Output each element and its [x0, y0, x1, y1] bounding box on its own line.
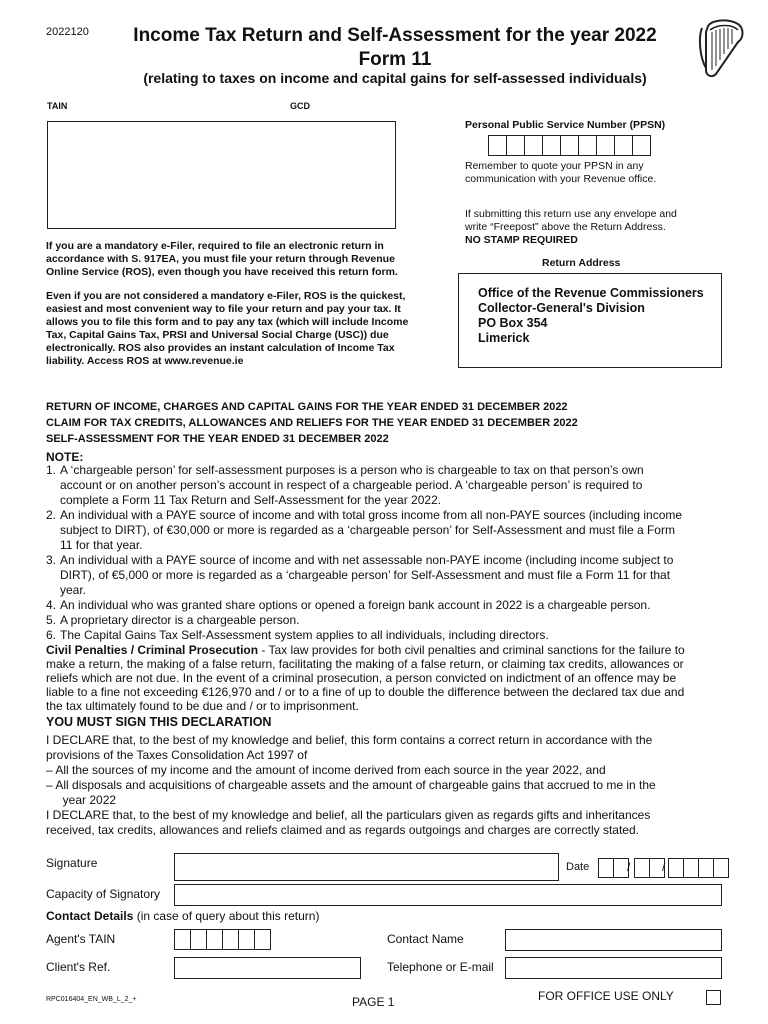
- return-headings: [46, 399, 736, 447]
- return-heading: RETURN OF INCOME, CHARGES AND CAPITAL GAINS FOR THE YEAR ENDED 31 DECEMBER 2022: [46, 401, 568, 413]
- form-subtitle: (relating to taxes on income and capital gains for self-assessed individuals): [143, 70, 647, 86]
- contact-name-field[interactable]: [505, 929, 722, 951]
- claim-heading: CLAIM FOR TAX CREDITS, ALLOWANCES AND RELIEFS FOR THE YEAR ENDED 31 DECEMBER 2022: [46, 417, 578, 429]
- form-code: 2022120: [46, 26, 89, 38]
- tain-gcd-box[interactable]: [47, 121, 396, 229]
- signature-field[interactable]: [174, 853, 559, 881]
- client-ref-field[interactable]: [174, 957, 361, 979]
- telephone-field[interactable]: [505, 957, 722, 979]
- address-line: PO Box 354: [478, 316, 548, 330]
- contact-heading-text: Contact Details: [46, 909, 134, 923]
- gcd-label: GCD: [290, 101, 310, 111]
- declaration-line: – All disposals and acquisitions of chargeable assets and the amount of chargeable gains that accrued to me in the: [46, 778, 656, 792]
- freepost-line: If submitting this return use any envelope and: [465, 208, 677, 220]
- address-line: Office of the Revenue Commissioners: [478, 286, 704, 300]
- page-number: PAGE 1: [352, 995, 395, 1009]
- tain-digit-box[interactable]: [174, 929, 191, 950]
- agent-tain-label: Agent's TAIN: [46, 932, 116, 946]
- freepost-note: [465, 208, 677, 247]
- no-stamp-required: NO STAMP REQUIRED: [465, 234, 578, 246]
- ros-line: easiest and most convenient way to file your return and pay your tax. It: [46, 303, 401, 315]
- note-item: [46, 508, 736, 553]
- date-day-input[interactable]: [598, 858, 631, 878]
- date-label: Date: [566, 861, 590, 873]
- penalties-paragraph: [46, 643, 736, 713]
- ros-line: liability. Access ROS at www.revenue.ie: [46, 355, 244, 367]
- declaration-heading: YOU MUST SIGN THIS DECLARATION: [46, 715, 272, 729]
- note-number: 1.: [46, 463, 57, 477]
- note-item: [46, 628, 736, 643]
- ppsn-digit-box[interactable]: [542, 135, 561, 156]
- date-separator-icon: /: [662, 860, 666, 874]
- date-digit-box[interactable]: [713, 858, 729, 878]
- ppsn-digit-box[interactable]: [524, 135, 543, 156]
- tain-digit-box[interactable]: [254, 929, 271, 950]
- office-use-label: FOR OFFICE USE ONLY: [538, 989, 674, 1003]
- return-address-label: Return Address: [542, 257, 621, 269]
- note-number: 6.: [46, 628, 57, 642]
- address-line: Collector-General's Division: [478, 301, 645, 315]
- ppsn-digit-box[interactable]: [578, 135, 597, 156]
- declaration-line: I DECLARE that, to the best of my knowledge and belief, this form contains a correct return in accordance with the: [46, 733, 653, 747]
- note-number: 3.: [46, 553, 57, 567]
- contact-heading-sub: (in case of query about this return): [133, 909, 320, 923]
- ppsn-digit-box[interactable]: [596, 135, 615, 156]
- note-line: A ‘chargeable person’ for self-assessment purposes is a person who is chargeable to tax on that person’s own: [60, 463, 644, 477]
- date-digit-box[interactable]: [698, 858, 714, 878]
- telephone-label: Telephone or E-mail: [387, 960, 494, 974]
- client-ref-label: Client's Ref.: [46, 960, 111, 974]
- ppsn-digit-box[interactable]: [488, 135, 507, 156]
- self-assessment-heading: SELF-ASSESSMENT FOR THE YEAR ENDED 31 DECEMBER 2022: [46, 433, 389, 445]
- note-line: An individual with a PAYE source of income and with net assessable non-PAYE income (including income subject to: [60, 553, 674, 567]
- efiler-mandatory-note: [46, 240, 398, 279]
- tain-digit-box[interactable]: [238, 929, 255, 950]
- declaration-line: – All the sources of my income and the amount of income derived from each source in the year 2022, and: [46, 763, 606, 777]
- note-line: A proprietary director is a chargeable person.: [60, 613, 300, 627]
- date-digit-box[interactable]: [598, 858, 614, 878]
- note-item: [46, 598, 736, 613]
- note-heading: NOTE:: [46, 450, 84, 464]
- note-item: [46, 553, 736, 598]
- penalties-line: liable to a fine not exceeding €126,970 and / or to a fine of up to double the difference between the declared tax due and: [46, 685, 685, 699]
- note-line: DIRT), of €5,000 or more is regarded as a ‘chargeable person’ for Self-Assessment and must file a Form 11 for that: [60, 568, 671, 582]
- harp-emblem-icon: [694, 18, 750, 80]
- ppsn-digit-box[interactable]: [614, 135, 633, 156]
- capacity-field[interactable]: [174, 884, 722, 906]
- ros-line: Even if you are not considered a mandatory e-Filer, ROS is the quickest,: [46, 290, 406, 302]
- ppsn-note-line: communication with your Revenue office.: [465, 173, 657, 185]
- form-title: [100, 24, 690, 72]
- ppsn-label: Personal Public Service Number (PPSN): [465, 119, 666, 131]
- date-year-input[interactable]: [668, 858, 728, 878]
- note-number: 4.: [46, 598, 57, 612]
- efiler-line: accordance with S. 917EA, you must file your return through Revenue: [46, 253, 395, 265]
- note-line: year.: [60, 583, 87, 597]
- penalties-line: the tax ultimately found to be due and / or to imprisonment.: [46, 699, 359, 713]
- ppsn-input[interactable]: [488, 135, 650, 156]
- note-number: 2.: [46, 508, 57, 522]
- penalties-line: make a return, the making of a false return, facilitating the making of a false return, or claiming tax credits, allowances or: [46, 657, 684, 671]
- note-line: An individual who was granted share options or opened a foreign bank account in 2022 is a chargeable person.: [60, 598, 651, 612]
- address-line: Limerick: [478, 331, 530, 345]
- note-line: An individual with a PAYE source of income and with total gross income from all non-PAYE sources (including income: [60, 508, 683, 522]
- efiler-line: If you are a mandatory e-Filer, required to file an electronic return in: [46, 240, 384, 252]
- date-separator-icon: /: [627, 860, 631, 874]
- declaration-line: received, tax credits, allowances and reliefs claimed and as regards outgoings and charges are correctly stated.: [46, 823, 639, 837]
- tain-digit-box[interactable]: [190, 929, 207, 950]
- tain-digit-box[interactable]: [206, 929, 223, 950]
- office-use-checkbox[interactable]: [706, 990, 721, 1005]
- notes-list: [46, 463, 736, 643]
- note-line: account or on another person’s account in respect of a chargeable period. A ‘chargeable person’ is required to: [60, 478, 643, 492]
- declaration-text: [46, 733, 736, 838]
- ros-line: allows you to file this form and to pay any tax (which will include Income: [46, 316, 409, 328]
- ros-line: electronically. ROS also provides an instant calculation of Income Tax: [46, 342, 395, 354]
- ppsn-note-line: Remember to quote your PPSN in any: [465, 160, 644, 172]
- date-month-input[interactable]: [634, 858, 664, 878]
- footer-code: RPC016404_EN_WB_L_2_+: [46, 996, 137, 1003]
- efiler-line: Online Service (ROS), even though you have received this return form.: [46, 266, 398, 278]
- note-item: [46, 463, 736, 508]
- note-number: 5.: [46, 613, 57, 627]
- contact-details-heading: [46, 909, 319, 923]
- capacity-label: Capacity of Signatory: [46, 887, 161, 901]
- note-line: 11 for that year.: [60, 538, 143, 552]
- ros-line: Tax, Capital Gains Tax, PRSI and Universal Social Charge (USC)) due: [46, 329, 389, 341]
- declaration-line: year 2022: [46, 793, 117, 807]
- return-address: [478, 286, 704, 346]
- ppsn-digit-box[interactable]: [506, 135, 525, 156]
- tain-digit-box[interactable]: [222, 929, 239, 950]
- agent-tain-input[interactable]: [174, 929, 270, 950]
- signature-label: Signature: [46, 856, 98, 870]
- note-line: subject to DIRT), of €30,000 or more is regarded as a ‘chargeable person’ for Self-Assessment and must file a Form: [60, 523, 675, 537]
- note-item: [46, 613, 736, 628]
- penalties-heading: Civil Penalties / Criminal Prosecution: [46, 643, 259, 657]
- tain-label: TAIN: [47, 101, 68, 111]
- ppsn-digit-box[interactable]: [632, 135, 651, 156]
- note-line: complete a Form 11 Tax Return and Self-Assessment for the year 2022.: [60, 493, 442, 507]
- note-line: The Capital Gains Tax Self-Assessment system applies to all individuals, including directors.: [60, 628, 549, 642]
- contact-name-label: Contact Name: [387, 932, 464, 946]
- ros-note: [46, 290, 408, 368]
- ppsn-digit-box[interactable]: [560, 135, 579, 156]
- ppsn-note: [465, 160, 656, 186]
- declaration-line: I DECLARE that, to the best of my knowledge and belief, all the particulars given as regards gifts and inheritances: [46, 808, 651, 822]
- date-digit-box[interactable]: [668, 858, 684, 878]
- freepost-line: write “Freepost” above the Return Address.: [465, 221, 666, 233]
- date-digit-box[interactable]: [683, 858, 699, 878]
- penalties-line: reliefs which are not due. In the event of a criminal prosecution, a person convicted on indictment of an offence may be: [46, 671, 677, 685]
- penalties-line: - Tax law provides for both civil penalties and criminal sanctions for the failure to: [258, 643, 685, 657]
- title-line-1: Income Tax Return and Self-Assessment for the year 2022: [133, 25, 657, 46]
- title-line-2: Form 11: [358, 49, 432, 70]
- declaration-line: provisions of the Taxes Consolidation Act 1997 of: [46, 748, 308, 762]
- date-digit-box[interactable]: [634, 858, 650, 878]
